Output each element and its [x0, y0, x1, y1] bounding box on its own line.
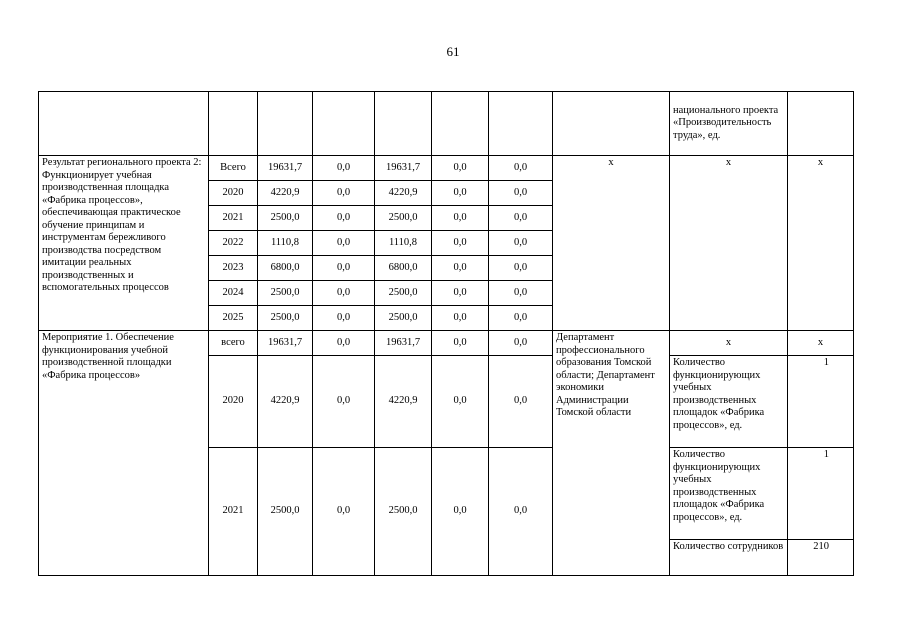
regional-cell: 6800,0 [375, 256, 432, 281]
regional-cell: 19631,7 [375, 156, 432, 181]
regional-cell: 19631,7 [375, 331, 432, 356]
local-cell: 0,0 [432, 256, 489, 281]
indicator-cell: Количество функционирующих учебных производственных площадок «Фабрика процессов», ед. [670, 356, 788, 448]
local-cell: 0,0 [432, 331, 489, 356]
page-number: 61 [446, 44, 460, 59]
local-cell: 0,0 [432, 356, 489, 448]
regional-cell: 2500,0 [375, 306, 432, 331]
indicator-value-cell: 1 [788, 356, 854, 448]
year-cell: 2023 [209, 256, 258, 281]
total-cell: 2500,0 [258, 306, 313, 331]
regional-cell: 4220,9 [375, 181, 432, 206]
regional-cell: 4220,9 [375, 356, 432, 448]
result-title: Результат регионального проекта 2: Функционирует учебная производственная площадка «Фабрика процессов», обеспечивающая практическое обучение принципам и инструментам бережливого производства посредством имитации реальных производственных и вспомогательных процессов [39, 156, 209, 331]
extra-cell: 0,0 [489, 256, 553, 281]
cell-empty [489, 92, 553, 156]
indicator-cell: х [670, 156, 788, 331]
cell-empty [432, 92, 489, 156]
year-cell: 2020 [209, 356, 258, 448]
indicator-value-cell: 210 [788, 540, 854, 576]
federal-cell: 0,0 [313, 231, 375, 256]
federal-cell: 0,0 [313, 306, 375, 331]
local-cell: 0,0 [432, 448, 489, 576]
local-cell: 0,0 [432, 281, 489, 306]
indicator-cell: национального проекта «Производительность труда», ед. [670, 92, 788, 156]
cell-empty [258, 92, 313, 156]
extra-cell: 0,0 [489, 181, 553, 206]
total-cell: 19631,7 [258, 156, 313, 181]
extra-cell: 0,0 [489, 156, 553, 181]
year-cell: 2022 [209, 231, 258, 256]
indicator-cell: х [670, 331, 788, 356]
table-row [39, 331, 854, 356]
cell-empty [313, 92, 375, 156]
total-cell: 1110,8 [258, 231, 313, 256]
total-cell: 19631,7 [258, 331, 313, 356]
year-cell: Всего [209, 156, 258, 181]
federal-cell: 0,0 [313, 356, 375, 448]
indicator-value-cell: 1 [788, 448, 854, 540]
local-cell: 0,0 [432, 231, 489, 256]
extra-cell: 0,0 [489, 306, 553, 331]
table-row [39, 156, 854, 181]
total-cell: 4220,9 [258, 356, 313, 448]
cell-empty [209, 92, 258, 156]
federal-cell: 0,0 [313, 448, 375, 576]
local-cell: 0,0 [432, 181, 489, 206]
year-cell: 2025 [209, 306, 258, 331]
indicator-value-cell: х [788, 156, 854, 331]
measure-title: Мероприятие 1. Обеспечение функционирования учебной производственной площадки «Фабрика процессов» [39, 331, 209, 576]
year-cell: 2020 [209, 181, 258, 206]
extra-cell: 0,0 [489, 281, 553, 306]
regional-cell: 1110,8 [375, 231, 432, 256]
year-cell: 2021 [209, 448, 258, 576]
local-cell: 0,0 [432, 156, 489, 181]
total-cell: 4220,9 [258, 181, 313, 206]
regional-cell: 2500,0 [375, 206, 432, 231]
extra-cell: 0,0 [489, 356, 553, 448]
federal-cell: 0,0 [313, 281, 375, 306]
cell-empty [553, 92, 670, 156]
federal-cell: 0,0 [313, 156, 375, 181]
federal-cell: 0,0 [313, 181, 375, 206]
executor-cell: Департамент профессионального образования Томской области; Департамент экономики Администрации Томской области [553, 331, 670, 576]
executor-cell: х [553, 156, 670, 331]
cell-empty [788, 92, 854, 156]
cell-empty [39, 92, 209, 156]
extra-cell: 0,0 [489, 231, 553, 256]
year-cell: 2021 [209, 206, 258, 231]
indicator-value-cell: х [788, 331, 854, 356]
federal-cell: 0,0 [313, 331, 375, 356]
program-table [38, 91, 854, 576]
extra-cell: 0,0 [489, 448, 553, 576]
extra-cell: 0,0 [489, 206, 553, 231]
indicator-cell: Количество сотрудников [670, 540, 788, 576]
local-cell: 0,0 [432, 306, 489, 331]
cell-empty [375, 92, 432, 156]
year-cell: всего [209, 331, 258, 356]
indicator-cell: Количество функционирующих учебных производственных площадок «Фабрика процессов», ед. [670, 448, 788, 540]
federal-cell: 0,0 [313, 256, 375, 281]
extra-cell: 0,0 [489, 331, 553, 356]
federal-cell: 0,0 [313, 206, 375, 231]
regional-cell: 2500,0 [375, 448, 432, 576]
continuation-row [39, 92, 854, 156]
total-cell: 2500,0 [258, 206, 313, 231]
year-cell: 2024 [209, 281, 258, 306]
total-cell: 2500,0 [258, 281, 313, 306]
total-cell: 6800,0 [258, 256, 313, 281]
regional-cell: 2500,0 [375, 281, 432, 306]
local-cell: 0,0 [432, 206, 489, 231]
total-cell: 2500,0 [258, 448, 313, 576]
